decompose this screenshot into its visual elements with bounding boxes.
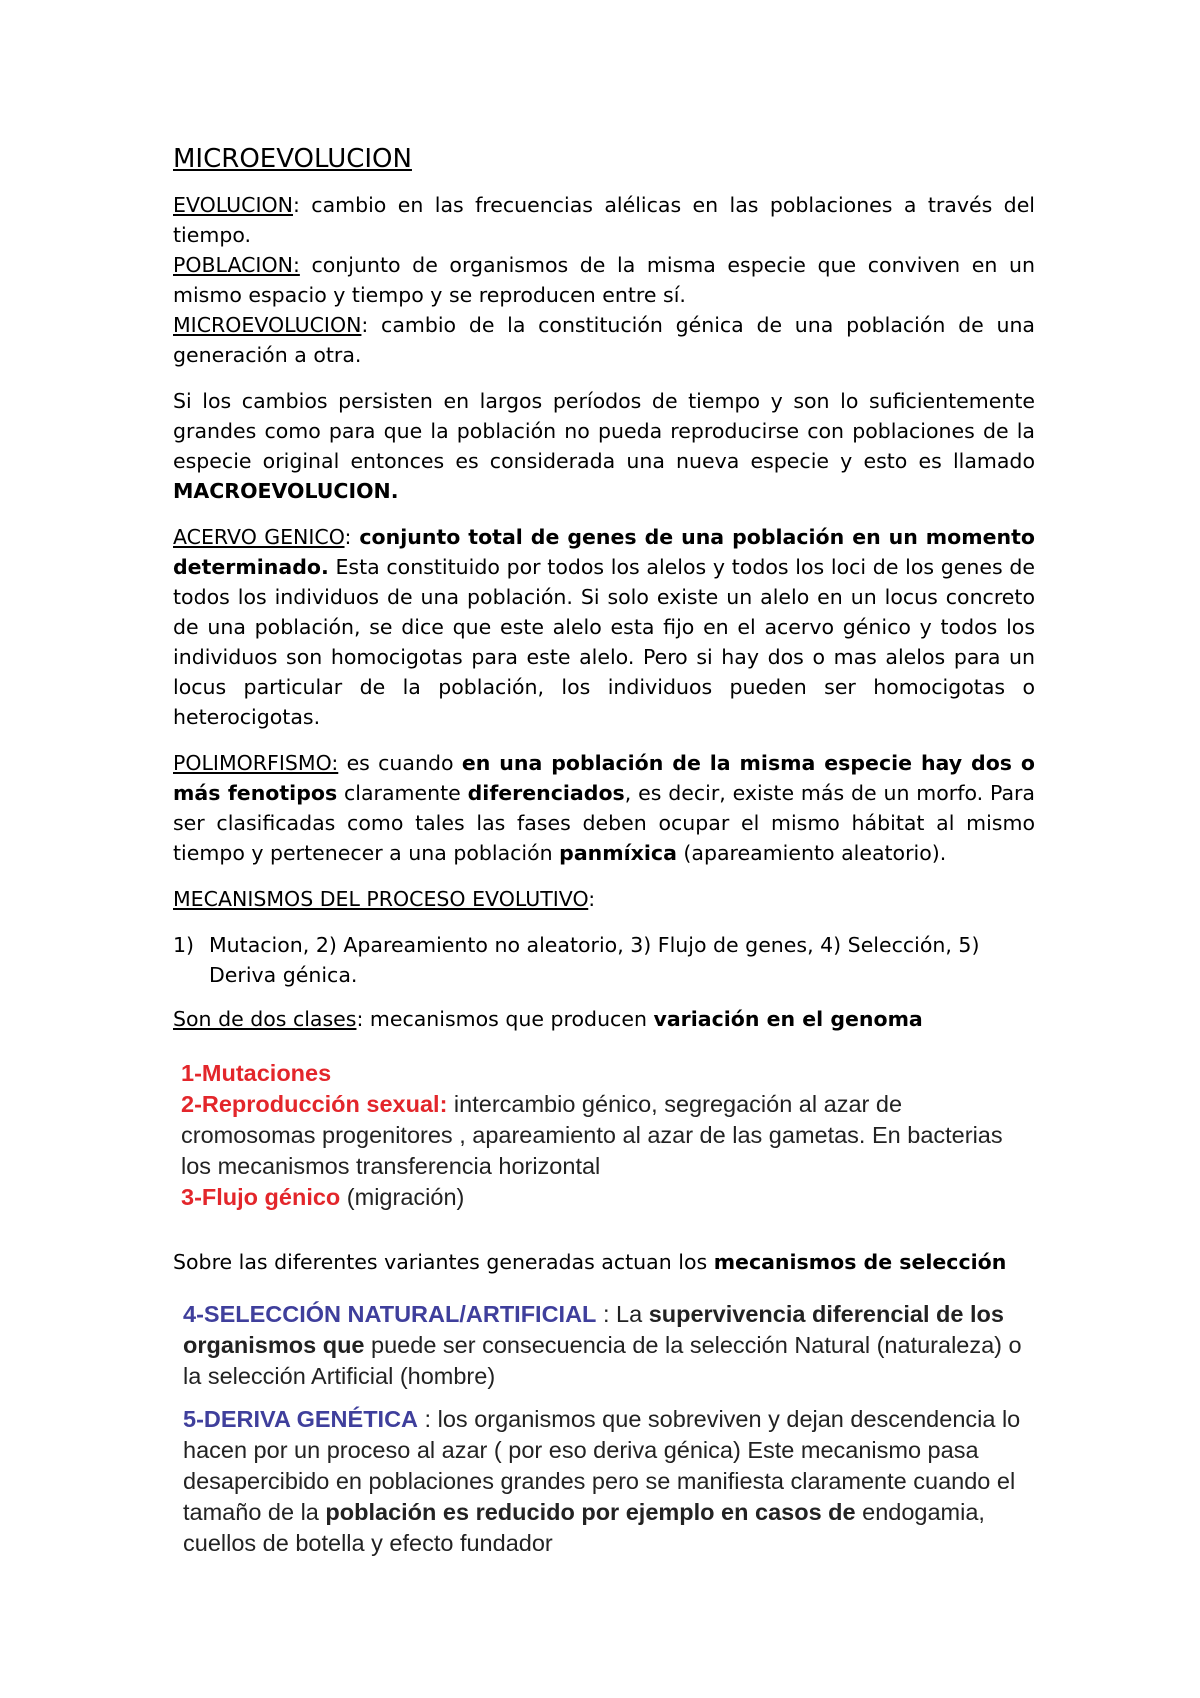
clases-term: Son de dos clases bbox=[173, 1007, 357, 1031]
mecanismos-heading-colon: : bbox=[588, 887, 596, 911]
acervo-paragraph bbox=[173, 522, 1035, 732]
microevolucion-term: MICROEVOLUCION bbox=[173, 313, 362, 337]
seleccion-paragraph bbox=[173, 1247, 1035, 1277]
document-page bbox=[173, 142, 1035, 1571]
mecanismos-heading bbox=[173, 884, 1035, 914]
acervo-bold: conjunto total de genes de una población en un momento determinado. bbox=[173, 525, 1035, 579]
deriva-t2: endogamia, cuellos de botella y efecto fundador bbox=[183, 1499, 985, 1556]
slide-variation-mechanisms bbox=[181, 1058, 1035, 1213]
clases-paragraph bbox=[173, 1004, 1035, 1034]
polimorfismo-paragraph bbox=[173, 748, 1035, 868]
definitions-paragraph bbox=[173, 190, 1035, 370]
microevolucion-line bbox=[173, 310, 1035, 370]
polimorfismo-b3: panmíxica bbox=[559, 841, 677, 865]
polimorfismo-b2: diferenciados bbox=[467, 781, 625, 805]
poblacion-term: POBLACION: bbox=[173, 253, 300, 277]
slide-item-flujo bbox=[181, 1182, 1035, 1213]
mecanismos-heading-text: MECANISMOS DEL PROCESO EVOLUTIVO bbox=[173, 887, 589, 911]
clases-text: : mecanismos que producen bbox=[356, 1007, 654, 1031]
clases-bold: variación en el genoma bbox=[653, 1007, 923, 1031]
microevolucion-text: : cambio de la constitución génica de una población de una generación a otra. bbox=[173, 313, 1035, 367]
poblacion-line bbox=[173, 250, 1035, 310]
macro-text: Si los cambios persisten en largos períodos de tiempo y son lo suficientemente grandes como para que la población no pueda reproducirse con poblaciones de la especie original entonces es considerada una nueva especie y esto es llamado bbox=[173, 389, 1035, 473]
reproduccion-text: intercambio génico, segregación al azar de cromosomas progenitores , apareamiento al azar de las gametas. En bacterias los mecanismos transferencia horizontal bbox=[181, 1091, 1003, 1179]
poblacion-text: conjunto de organismos de la misma especie que conviven en un mismo espacio y tiempo y se reproducen entre sí. bbox=[173, 253, 1035, 307]
polimorfismo-t1: es cuando bbox=[338, 751, 462, 775]
flujo-text: (migración) bbox=[340, 1184, 465, 1210]
deriva-title: 5-DERIVA GENÉTICA bbox=[183, 1406, 419, 1432]
mecanismos-list bbox=[173, 930, 1035, 990]
seleccion-b1: supervivencia diferencial de los organismos que bbox=[183, 1301, 1004, 1358]
evolucion-text: : cambio en las frecuencias alélicas en las poblaciones a través del tiempo. bbox=[173, 193, 1035, 247]
polimorfismo-b1: en una población de la misma especie hay dos o más fenotipos bbox=[173, 751, 1036, 805]
macroevolucion-paragraph bbox=[173, 386, 1035, 506]
slide-selection-mechanisms bbox=[183, 1299, 1035, 1559]
slide-item-seleccion bbox=[183, 1299, 1035, 1392]
deriva-b1: población es reducido por ejemplo en casos de bbox=[325, 1499, 856, 1525]
polimorfismo-term: POLIMORFISMO: bbox=[173, 751, 339, 775]
list-item-text: Mutacion, 2) Apareamiento no aleatorio, 3) Flujo de genes, 4) Selección, 5) Deriva génica. bbox=[209, 933, 980, 987]
polimorfismo-t4: (apareamiento aleatorio). bbox=[676, 841, 947, 865]
acervo-text: Esta constituido por todos los alelos y todos los loci de los genes de todos los individuos de una población. Si solo existe un alelo en un locus concreto de una población, se dice que este alelo esta fijo en el acervo génico y todos los individuos son homocigotas para este alelo. Pero si hay dos o mas alelos para un locus particular de la población, los individuos pueden ser homocigotas o heterocigotas. bbox=[173, 555, 1035, 729]
list-number: 1) bbox=[173, 933, 195, 957]
reproduccion-title: 2-Reproducción sexual: bbox=[181, 1091, 448, 1117]
acervo-colon: : bbox=[344, 525, 352, 549]
deriva-t1: : los organismos que sobreviven y dejan descendencia lo hacen por un proceso al azar ( por eso deriva génica) Este mecanismo pasa desapercibido en poblaciones grandes pero se manifiesta claramente cuando el tamaño de la bbox=[183, 1406, 1021, 1525]
document-title: MICROEVOLUCION bbox=[173, 144, 412, 174]
slide-item-mutaciones: 1-Mutaciones bbox=[181, 1060, 332, 1086]
slide-item-reproduccion bbox=[181, 1089, 1035, 1182]
flujo-title: 3-Flujo génico bbox=[181, 1184, 341, 1210]
slide-item-deriva bbox=[183, 1404, 1035, 1559]
seleccion-title: 4-SELECCIÓN NATURAL/ARTIFICIAL bbox=[183, 1301, 597, 1327]
evolucion-term: EVOLUCION bbox=[173, 193, 293, 217]
seleccion-bold: mecanismos de selección bbox=[713, 1250, 1007, 1274]
seleccion-t1: : La bbox=[596, 1301, 649, 1327]
document-body bbox=[173, 142, 1035, 1034]
seleccion-intro bbox=[173, 1247, 1035, 1277]
seleccion-text: Sobre las diferentes variantes generadas actuan los bbox=[173, 1250, 714, 1274]
polimorfismo-t2: claramente bbox=[337, 781, 468, 805]
macro-bold: MACROEVOLUCION. bbox=[173, 479, 399, 503]
acervo-term: ACERVO GENICO bbox=[173, 525, 345, 549]
polimorfismo-t3: , es decir, existe más de un morfo. Para ser clasificadas como tales las fases deben ocupar el mismo hábitat al mismo tiempo y pertenecer a una población bbox=[173, 781, 1035, 865]
seleccion-t2: puede ser consecuencia de la selección Natural (naturaleza) o la selección Artificial (hombre) bbox=[183, 1332, 1022, 1389]
